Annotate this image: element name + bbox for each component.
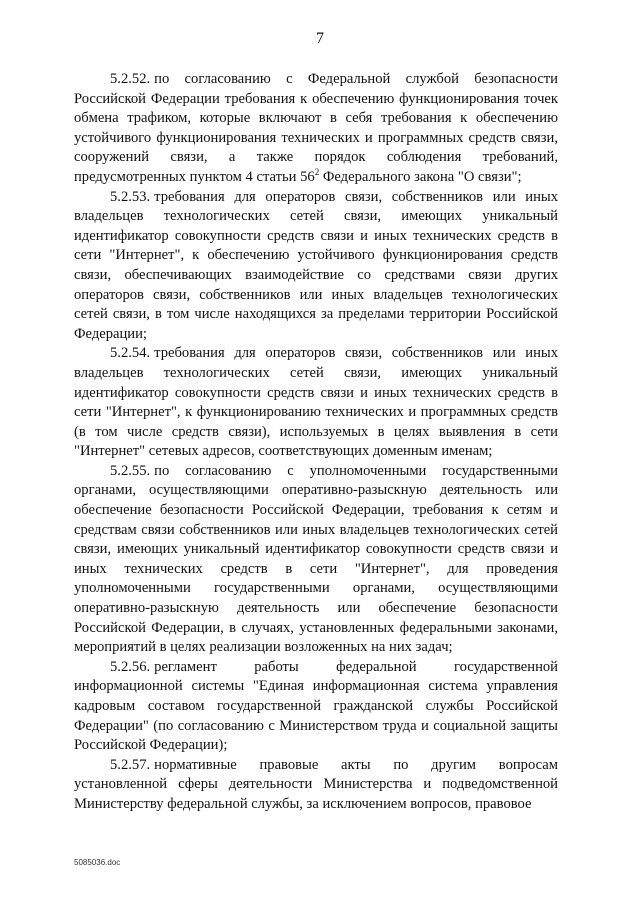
paragraph-text: по согласованию с уполномоченными государственными органами, осуществляющими оперативно-разыскную деятельность или обеспечение безопасности Российской Федерации, требования к сетям и средствам связи собственников или иных владельцев технологических сетей связи, имеющих уникальный идентификатор совокупности средств связи и иных технических средств в сети "Интернет", для проведения уполномоченными государственными органами, осуществляющими оперативно-разыскную деятельность или обеспечение безопасности Российской Федерации, в случаях, установленных федеральными законами, мероприятий в целях реализации возложенных на них задач;: [74, 462, 558, 656]
paragraph-number: 5.2.55.: [110, 462, 151, 479]
paragraph-number: 5.2.56.: [110, 658, 151, 675]
paragraph-5-2-55: [74, 462, 558, 658]
paragraph-number: 5.2.54.: [110, 345, 151, 362]
superscript: 2: [314, 167, 320, 178]
paragraph-number: 5.2.57.: [110, 756, 151, 773]
paragraph-text: регламент работы федеральной государственной информационной системы "Единая информационная система управления кадровым составом государственной гражданской службы Российской Федерации" (по согласованию с Министерством труда и социальной защиты Российской Федерации);: [74, 658, 558, 754]
paragraph-text-continued: Федерального закона "О связи";: [319, 168, 522, 185]
paragraph-text: требования для операторов связи, собственников или иных владельцев технологических сетей связи, имеющих уникальный идентификатор совокупности средств связи и иных технических средств в сети "Интернет", к функционированию технических и программных средств (в том числе средств связи), используемых в целях выявления в сети "Интернет" сетевых адресов, соответствующих доменным именам;: [74, 345, 558, 460]
document-body: [74, 70, 558, 815]
paragraph-5-2-57: [74, 756, 558, 815]
paragraph-5-2-56: [74, 658, 558, 756]
paragraph-number: 5.2.53.: [110, 188, 151, 205]
paragraph-text: по согласованию с Федеральной службой безопасности Российской Федерации требования к обеспечению функционирования точек обмена трафиком, которые включают в себя требования к обеспечению устойчивого функционирования технических и программных средств связи, сооружений связи, а также порядок соблюдения требований, предусмотренных пунктом 4 статьи 56: [74, 71, 558, 185]
paragraph-5-2-54: [74, 344, 558, 462]
paragraph-5-2-52: [74, 70, 558, 188]
paragraph-5-2-53: [74, 188, 558, 345]
document-footer-filename: 5085036.doc: [74, 858, 121, 867]
paragraph-text: нормативные правовые акты по другим вопросам установленной сферы деятельности Министерства и подведомственной Министерству федеральной службы, за исключением вопросов, правовое: [74, 756, 558, 812]
page-number: 7: [316, 30, 324, 47]
paragraph-number: 5.2.52.: [110, 71, 151, 87]
paragraph-text: требования для операторов связи, собственников или иных владельцев технологических сетей связи, имеющих уникальный идентификатор совокупности средств связи и иных технических средств в сети "Интернет", к обеспечению устойчивого функционирования средств связи, обеспечивающих взаимодействие со средствами связи других операторов связи, собственников или иных владельцев технологических сетей связи, в том числе находящихся за пределами территории Российской Федерации;: [74, 188, 558, 342]
